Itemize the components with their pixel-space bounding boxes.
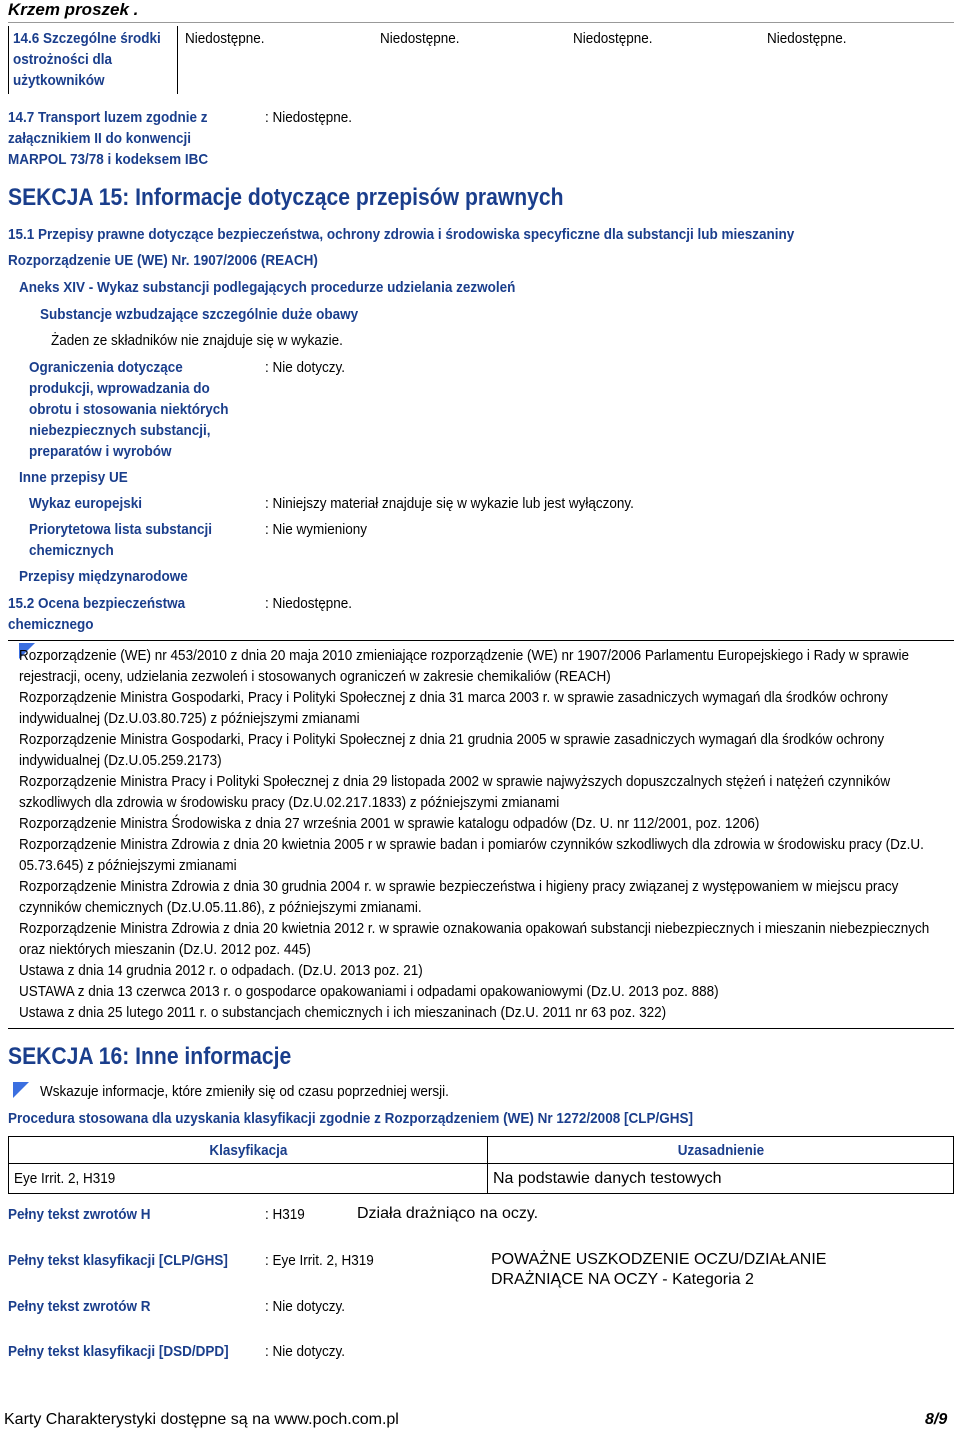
eu-list-value: : Niniejszy materiał znajduje się w wykazie lub jest wyłączony. [265,495,634,512]
h-phrases-code: : H319 [265,1206,305,1223]
row-146-label: 14.6 Szczególne środki ostrożności dla użytkowników [13,30,161,89]
dsd-classification-value: : Nie dotyczy. [265,1343,346,1360]
priority-list-value: : Nie wymieniony [265,521,368,538]
header-rule [8,22,954,23]
regulation-item: Rozporządzenie Ministra Zdrowia z dnia 20 kwietnia 2005 r w sprawie badan i pomiarów czynników szkodliwych dla zdrowia w środowisku pracy (Dz.U. 05.73.645) z późniejszymi zmianami [19,836,924,874]
row-146-value-4: Niedostępne. [767,30,847,47]
csa-value: : Niedostępne. [265,595,353,612]
regulation-item: Rozporządzenie Ministra Gospodarki, Pracy i Polityki Społecznej z dnia 31 marca 2003 r. w sprawie zasadniczych wymagań dla środków ochrony indywidualnej (Dz.U.03.80.725) z późniejszymi zmianami [19,689,888,727]
table-cell-justification: Na podstawie danych testowych [488,1164,954,1194]
table-header-justification: Uzasadnienie [488,1137,954,1164]
page-number: 8/9 [925,1411,948,1428]
row-147-value: : Niedostępne. [265,109,353,126]
regulation-item: Rozporządzenie (WE) nr 453/2010 z dnia 20 maja 2010 zmieniające rozporządzenie (WE) nr 1907/2006 Parlamentu Europejskiego i Rady w sprawie rejestracji, oceny, udzielania zezwoleń i stosowanych ograniczeń w zakresie chemikaliów (REACH) [19,647,909,685]
dsd-classification-label: Pełny tekst klasyfikacji [DSD/DPD] [8,1343,229,1360]
svhc-heading: Substancje wzbudzające szczególnie duże obawy [40,306,359,323]
priority-list-label: Priorytetowa lista substancji chemicznych [29,521,213,559]
row-146-left-border [8,26,9,94]
subsection-15-1-title: 15.1 Przepisy prawne dotyczące bezpieczeństwa, ochrony zdrowia i środowiska specyficzne dla substancji lub mieszaniny [8,226,795,243]
row-147-label: 14.7 Transport luzem zgodnie z załącznikiem II do konwencji MARPOL 73/78 i kodeksem IBC [8,109,209,168]
regulation-item: USTAWA z dnia 13 czerwca 2013 r. o gospodarce opakowaniami i odpadami opakowaniowymi (Dz.U. 2013 poz. 888) [19,983,719,1000]
changed-marker-icon [13,1082,29,1098]
reach-heading: Rozporządzenie UE (WE) Nr. 1907/2006 (REACH) [8,252,318,269]
row-146-value-2: Niedostępne. [380,30,460,47]
classification-table [8,1136,954,1194]
regulation-item: Rozporządzenie Ministra Zdrowia z dnia 30 grudnia 2004 r. w sprawie bezpieczeństwa i higieny pracy związanej z występowaniem w miejscu pracy czynników chemicznych (Dz.U.05.11.86), z późniejszymi zmianami. [19,878,899,916]
international-heading: Przepisy międzynarodowe [19,568,188,585]
other-eu-heading: Inne przepisy UE [19,469,128,486]
h-phrases-label: Pełny tekst zwrotów H [8,1206,151,1223]
regulation-item: Rozporządzenie Ministra Zdrowia z dnia 20 kwietnia 2012 r. w sprawie oznakowania opakowań substancji niebezpiecznych i mieszanin niebezpiecznych oraz niektórych mieszanin (Dz.U. 2012 poz. 445) [19,920,930,958]
regulations-box-top [8,640,954,641]
clp-classification-text: POWAŻNE USZKODZENIE OCZU/DZIAŁANIE DRAŻNIĄCE NA OCZY - Kategoria 2 [491,1251,827,1288]
r-phrases-value: : Nie dotyczy. [265,1298,346,1315]
regulation-item: Rozporządzenie Ministra Pracy i Polityki Społecznej z dnia 29 listopada 2002 w sprawie najwyższych dopuszczalnych stężeń i natężeń czynników szkodliwych dla zdrowia w środowisku pracy (Dz.U.02.217.1833) z późniejszymi zmianami [19,773,891,811]
clp-classification-code: : Eye Irrit. 2, H319 [265,1252,374,1269]
annex-xiv-heading: Aneks XIV - Wykaz substancji podlegających procedurze udzielania zezwoleń [19,279,516,296]
table-header-classification: Klasyfikacja [9,1137,488,1164]
regulation-item: Rozporządzenie Ministra Gospodarki, Pracy i Polityki Społecznej z dnia 21 grudnia 2005 w sprawie zasadniczych wymagań dla środków ochrony indywidualnej (Dz.U.05.259.2173) [19,731,885,769]
section-15-title: SEKCJA 15: Informacje dotyczące przepisów prawnych [8,184,564,211]
row-146-value-1: Niedostępne. [185,30,265,47]
changed-info-note: Wskazuje informacje, które zmieniły się od czasu poprzedniej wersji. [40,1083,449,1100]
clp-classification-label: Pełny tekst klasyfikacji [CLP/GHS] [8,1252,228,1269]
eu-list-label: Wykaz europejski [29,495,143,512]
footer-text: Karty Charakterystyki dostępne są na www.poch.com.pl [4,1411,399,1428]
regulations-box-bottom [8,1028,954,1029]
r-phrases-label: Pełny tekst zwrotów R [8,1298,151,1315]
restrictions-label: Ograniczenia dotyczące produkcji, wprowadzania do obrotu i stosowania niektórych niebezpiecznych substancji, preparatów i wyrobów [29,359,229,460]
h-phrases-text: Działa drażniąco na oczy. [357,1205,539,1222]
row-146-value-3: Niedostępne. [573,30,653,47]
regulation-item: Rozporządzenie Ministra Środowiska z dnia 27 września 2001 w sprawie katalogu odpadów (Dz. U. nr 112/2001, poz. 1206) [19,815,760,832]
regulation-item: Ustawa z dnia 14 grudnia 2012 r. o odpadach. (Dz.U. 2013 poz. 21) [19,962,423,979]
restrictions-value: : Nie dotyczy. [265,359,346,376]
row-146-divider [177,26,178,94]
svhc-none-text: Żaden ze składników nie znajduje się w wykazie. [51,332,343,349]
section-16-title: SEKCJA 16: Inne informacje [8,1043,292,1070]
csa-label: 15.2 Ocena bezpieczeństwa chemicznego [8,595,186,633]
table-cell-classification: Eye Irrit. 2, H319 [9,1164,488,1194]
regulation-item: Ustawa z dnia 25 lutego 2011 r. o substancjach chemicznych i ich mieszaninach (Dz.U. 2011 nr 63 poz. 322) [19,1004,667,1021]
regulations-list [19,645,955,1023]
document-title: Krzem proszek . [8,0,139,19]
classification-procedure-heading: Procedura stosowana dla uzyskania klasyfikacji zgodnie z Rozporządzeniem (WE) Nr 1272/2008 [CLP/GHS] [8,1110,693,1127]
